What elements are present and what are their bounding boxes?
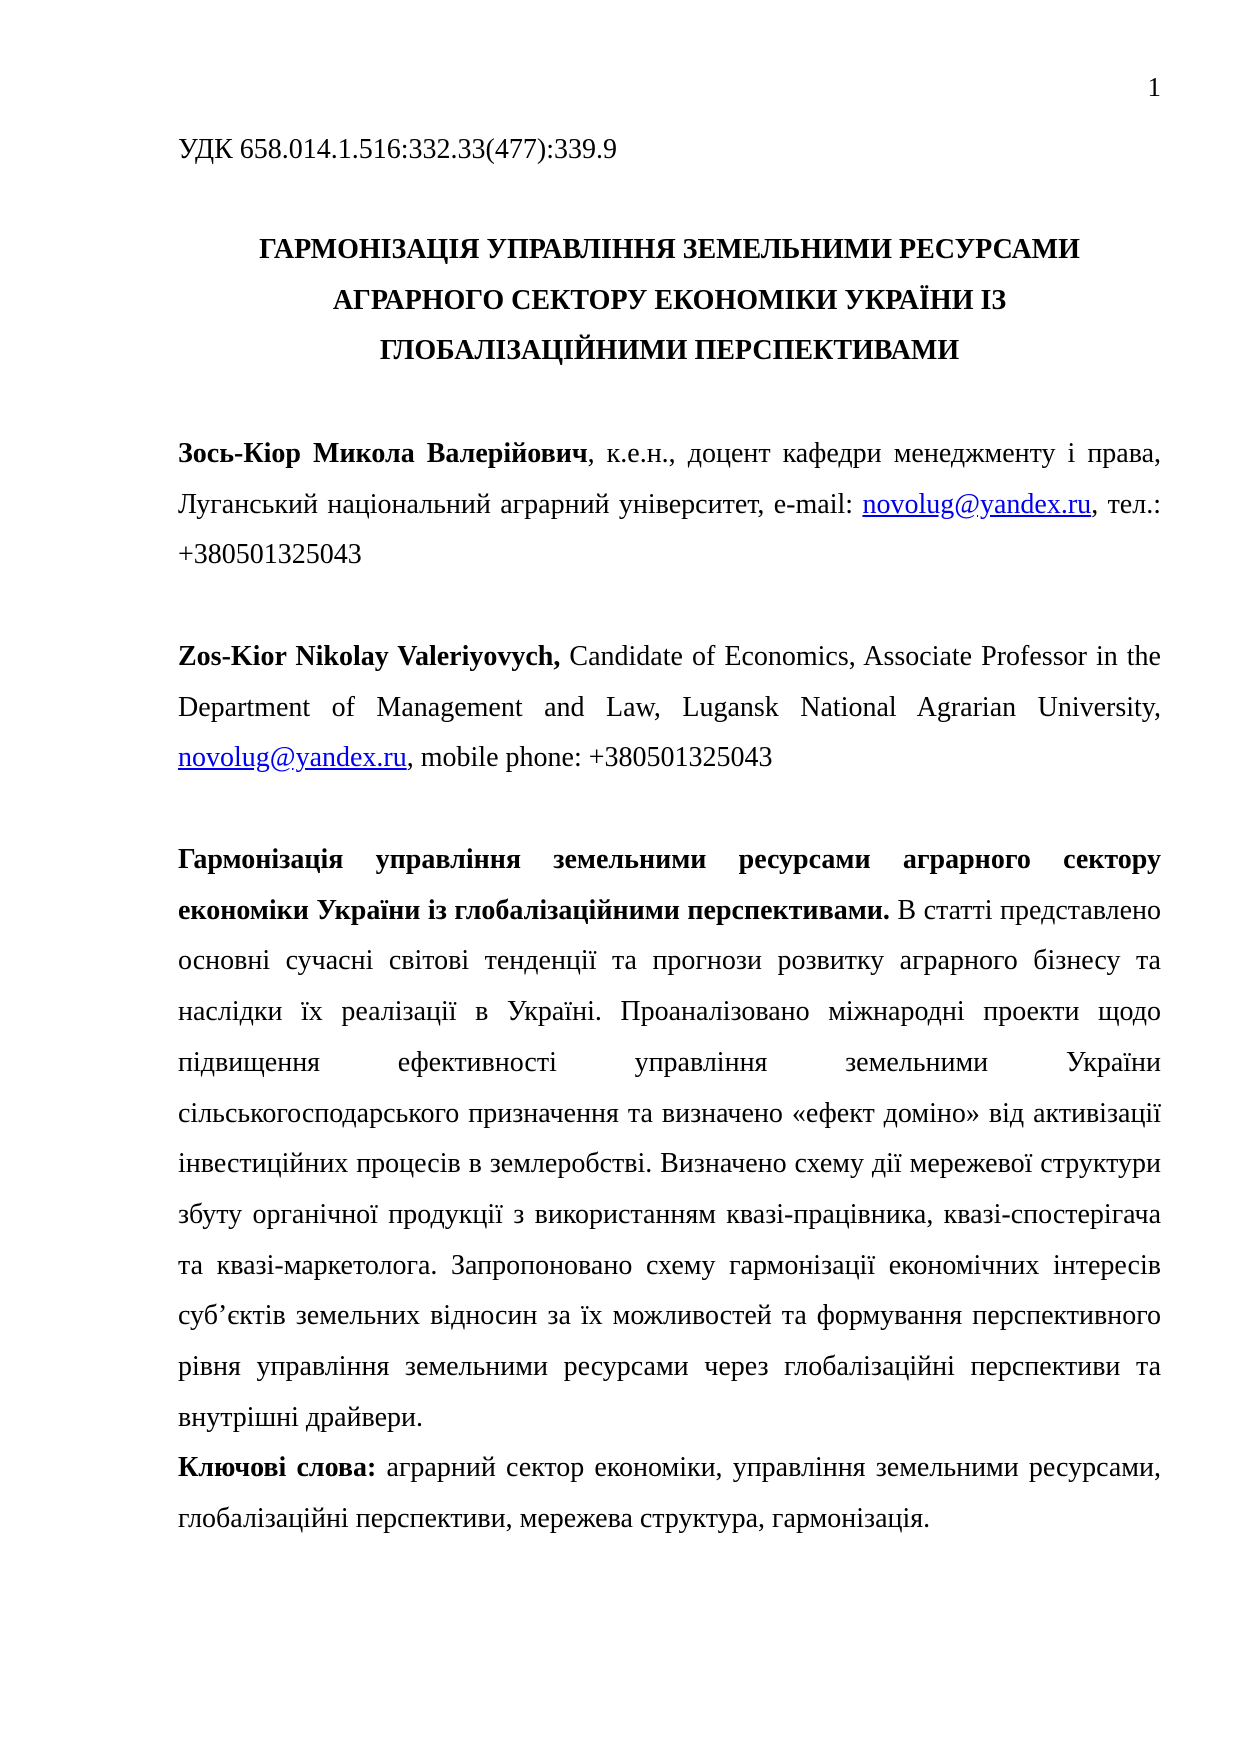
page-number: 1 [1147, 72, 1161, 102]
email-link-en[interactable]: novolug@yandex.ru [178, 742, 407, 774]
article-title [178, 225, 1161, 377]
author-phone-en: , mobile phone: +380501325043 [406, 742, 773, 774]
udk-code: УДК 658.014.1.516:332.33(477):339.9 [178, 134, 617, 165]
author-phone-ua: , тел.: +380501325043 [178, 488, 1161, 571]
author-name-ua: Зось-Кіор Микола Валерійович [178, 438, 588, 469]
author-details-ua: , к.е.н., доцент кафедри менеджменту і права, Луганський національний аграрний університет, e-mail: [178, 438, 1162, 520]
title-line: АГРАРНОГО СЕКТОРУ ЕКОНОМІКИ УКРАЇНИ ІЗ [332, 284, 1007, 316]
keywords-text: аграрний сектор економіки, управління земельними ресурсами, глобалізаційні перспективи, мережева структура, гармонізація. [178, 1452, 1161, 1535]
email-link-ua[interactable]: novolug@yandex.ru [862, 488, 1092, 520]
author-info-en [178, 632, 1161, 784]
author-info-ua [178, 429, 1161, 581]
abstract-title: Гармонізація управління земельними ресурсами аграрного сектору економіки України із глобалізаційними перспективами. [178, 844, 1161, 926]
abstract-text: В статті представлено основні сучасні світові тенденції та прогнози розвитку аграрного бізнесу та наслідки їх реалізації в Україні. Проаналізовано міжнародні проекти щодо підвищення ефективності управління земельними України сільськогосподарського призначення та визначено «ефект доміно» від активізації інвестиційних процесів в землеробстві. Визначено схему дії мережевої структури збуту органічної продукції з використанням квазі-працівника, квазі-спостерігача та квазі-маркетолога. Запропоновано схему гармонізації економічних інтересів суб’єктів земельних відносин за їх можливостей та формування перспективного рівня управління земельними ресурсами через глобалізаційні перспективи та внутрішні драйвери. [178, 894, 1161, 1433]
keywords-label: Ключові слова: [178, 1452, 377, 1484]
author-name-en: Zos-Kior Nikolay Valeriyovych, [178, 641, 561, 672]
keywords-paragraph [178, 1443, 1161, 1544]
author-details-en: Candidate of Economics, Associate Professor in the Department of Management and Law, Lugansk National Agrarian University, [178, 641, 1161, 723]
abstract-paragraph [178, 835, 1161, 1443]
title-line: ГЛОБАЛІЗАЦІЙНИМИ ПЕРСПЕКТИВАМИ [379, 335, 960, 367]
title-line: ГАРМОНІЗАЦІЯ УПРАВЛІННЯ ЗЕМЕЛЬНИМИ РЕСУРСАМИ [259, 234, 1080, 265]
abstract [178, 835, 1161, 1545]
